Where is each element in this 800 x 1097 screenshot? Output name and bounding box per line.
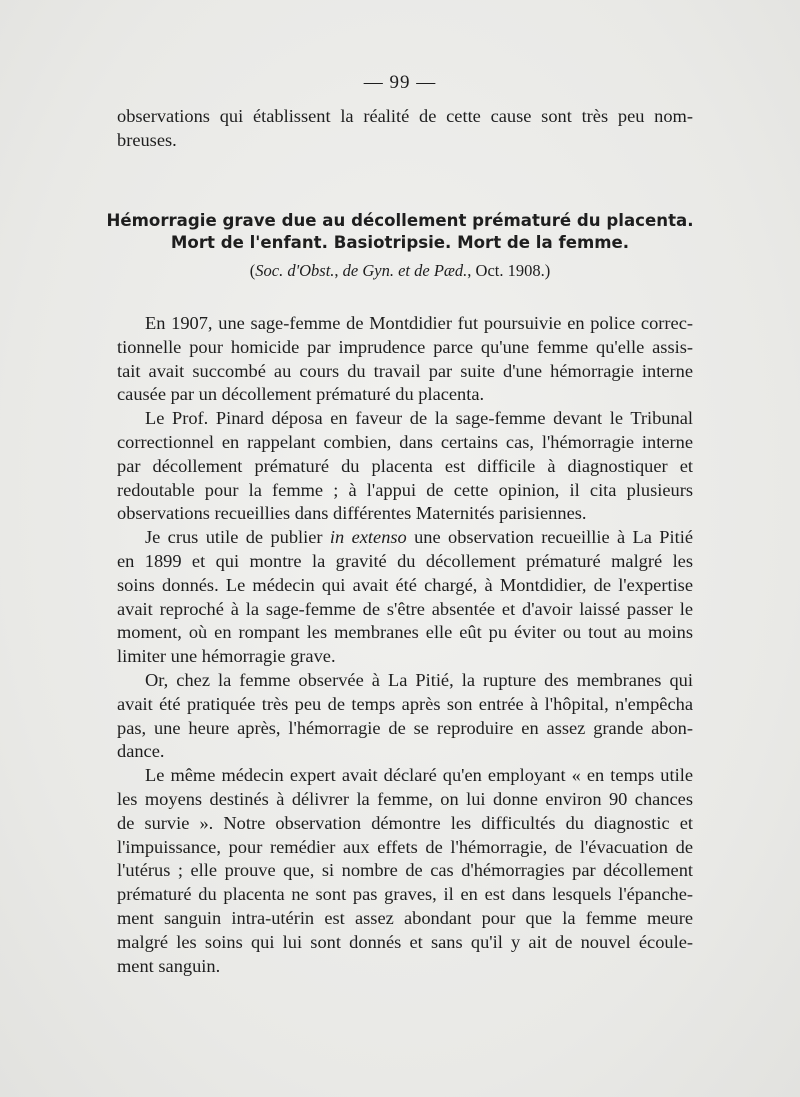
text-line: causée par un décollement prématuré du placenta. (117, 384, 485, 405)
intro-text (117, 105, 693, 153)
paragraph-3 (117, 526, 693, 669)
text-line: les moyens destinés à délivrer la femme, on lui donne environ 90 chances (117, 788, 693, 809)
text-line: l'impuissance, pour remédier aux effets de l'hémorragie, de l'évacuation de (117, 836, 693, 857)
text-line: breuses. (117, 129, 177, 150)
text-line: Je crus utile de publier in extenso une observation recueillie à La Pitié (145, 527, 693, 548)
text-line: correctionnel en rappelant combien, dans certains cas, l'hémorragie interne (117, 431, 693, 452)
text-line: de survie ». Notre observation démontre les difficultés du diagnostic et (117, 812, 693, 833)
text-line: soins donnés. Le médecin qui avait été chargé, à Montdidier, de l'expertise (117, 574, 693, 595)
text-line: limiter une hémorragie grave. (117, 646, 336, 667)
text-line: prématuré du placenta ne sont pas graves, il en est dans lesquels l'épanche- (117, 884, 693, 905)
citation-journal-cont: de Gyn. et de Pæd. (342, 261, 468, 280)
citation-journal: Soc. d'Obst. (255, 261, 335, 280)
text-line: moment, où en rompant les membranes elle eût pu éviter ou tout au moins (117, 622, 693, 643)
paragraph-1 (117, 312, 693, 407)
text-line: avait été pratiquée très peu de temps après son entrée à l'hôpital, n'empêcha (117, 693, 693, 714)
text-line: l'utérus ; elle prouve que, si nombre de cas d'hémorragies par décollement (117, 860, 693, 881)
text-line: Le Prof. Pinard déposa en faveur de la sage-femme devant le Tribunal (145, 408, 693, 429)
section-heading (100, 210, 700, 254)
page-number: — 99 — (363, 72, 437, 93)
heading-line: Mort de l'enfant. Basiotripsie. Mort de la femme. (170, 233, 630, 252)
text-line: par décollement prématuré du placenta est difficile à diagnostiquer et (117, 455, 693, 476)
text-line: dance. (117, 741, 165, 762)
body-text (117, 312, 693, 978)
source-citation: (Soc. d'Obst., de Gyn. et de Pæd., Oct. 1908.) (249, 261, 551, 280)
text-line: En 1907, une sage-femme de Montdidier fut poursuivie en police correc- (145, 313, 693, 333)
text-line: pas, une heure après, l'hémorragie de se reproduire en assez grande abon- (117, 717, 693, 738)
heading-line: Hémorragie grave due au décollement prématuré du placenta. (106, 211, 694, 230)
paragraph-5 (117, 764, 693, 978)
text-line: observations qui établissent la réalité de cette cause sont très peu nom- (117, 106, 693, 126)
text-line: redoutable pour la femme ; à l'appui de cette opinion, il cita plusieurs (117, 479, 693, 500)
text-line: tait avait succombé au cours du travail par suite d'une hémorragie interne (117, 360, 693, 381)
paragraph-2 (117, 407, 693, 526)
text-line: tionnelle pour homicide par imprudence parce qu'une femme qu'elle assis- (117, 336, 693, 357)
text-line: ment sanguin. (117, 955, 221, 976)
text-line: avait reproché à la sage-femme de s'être absentée et d'avoir laissé passer le (117, 598, 693, 619)
text-line: observations recueillies dans différentes Maternités parisiennes. (117, 503, 587, 524)
text-line: en 1899 et qui montre la gravité du décollement prématuré malgré les (117, 550, 693, 571)
text-line: ment sanguin intra-utérin est assez abondant pour que la femme meure (117, 907, 693, 928)
text-line: Le même médecin expert avait déclaré qu'en employant « en temps utile (145, 765, 693, 786)
paragraph-4 (117, 669, 693, 764)
text-line: malgré les soins qui lui sont donnés et sans qu'il y ait de nouvel écoule- (117, 931, 693, 952)
italic-phrase: in extenso (329, 527, 407, 548)
text-line: Or, chez la femme observée à La Pitié, la rupture des membranes qui (145, 669, 693, 690)
